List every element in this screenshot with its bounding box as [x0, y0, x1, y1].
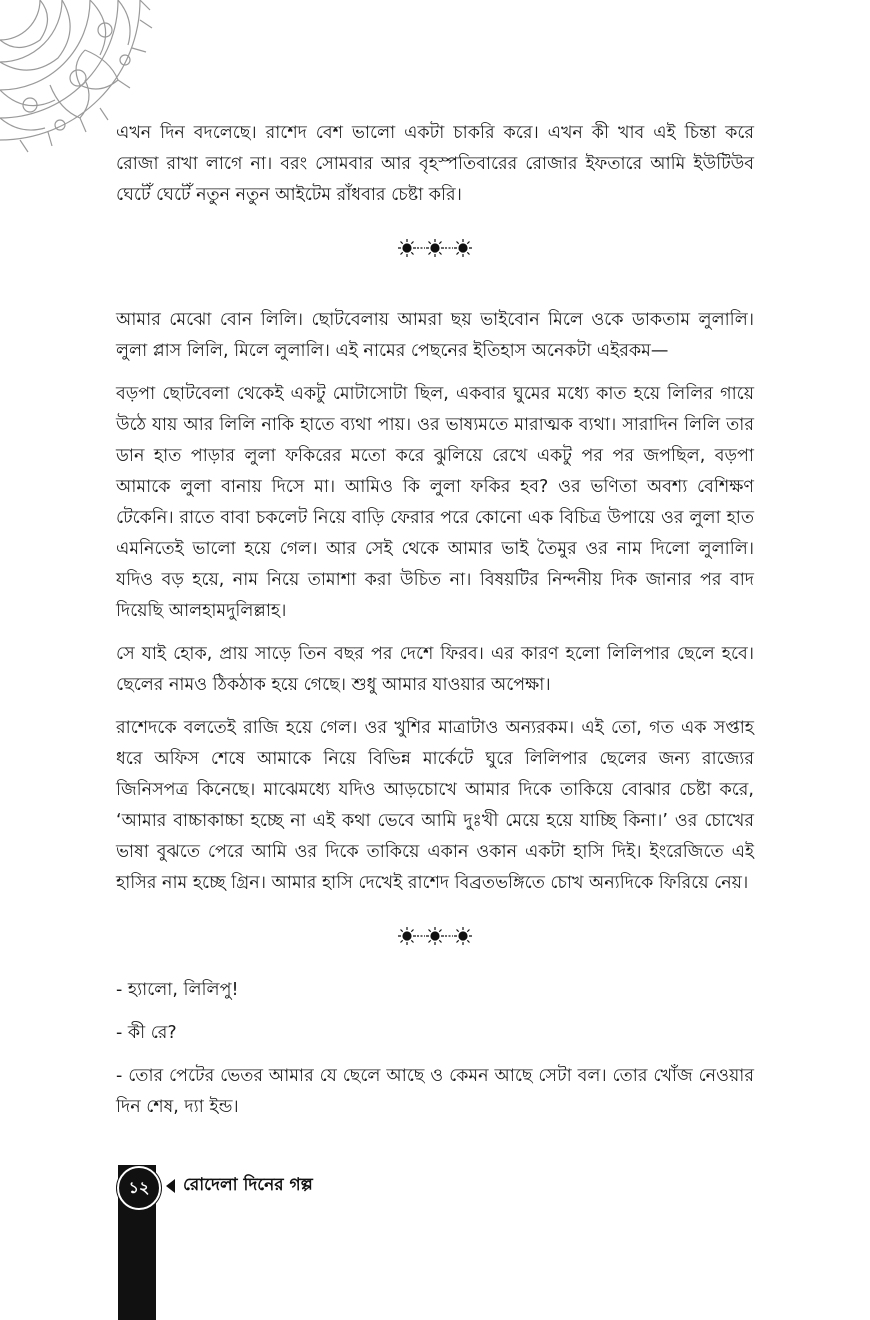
dialogue-line: - হ্যালো, লিলিপু! [116, 980, 239, 1000]
running-footer [166, 1172, 313, 1200]
paragraph: বড়পা ছোটবেলা থেকেই একটু মোটাসোটা ছিল, একবার ঘুমের মধ্যে কাত হয়ে লিলির গায়ে উঠে যায় আর লিলি নাকি হাতে ব্যথা পায়। ওর ভাষ্যমতে মারাত্মক ব্যথা। সারাদিন লিলি তার ডান হাত পাড়ার লুলা ফকিরের মতো করে ঝুলিয়ে রেখে একটু পর পর জপছিল, বড়পা আমাকে লুলা বানায় দিসে মা। আমিও কি লুলা ফকির হব? ওর ভণিতা অবশ্য বেশিক্ষণ টেকেনি। রাতে বাবা চকলেট নিয়ে বাড়ি ফেরার পরে কোনো এক বিচিত্র উপায়ে ওর লুলা হাত এমনিতেই ভালো হয়ে গেল। আর সেই থেকে আমার ভাই তৈমুর ওর নাম দিলো লুলালি। যদিও বড় হয়ে, নাম নিয়ে তামাশা করা উচিত না। বিষয়টির নিন্দনীয় দিক জানার পর বাদ দিয়েছি আলহামদুলিল্লাহ। [116, 384, 754, 621]
sun-flourish-icon [395, 925, 475, 947]
paragraph: আমার মেঝো বোন লিলি। ছোটবেলায় আমরা ছয় ভাইবোন মিলে ওকে ডাকতাম লুলালি। লুলা প্লাস লিলি, মিলে লুলালি। এই নামের পেছনের ইতিহাস অনেকটা এইরকম— [116, 310, 754, 361]
dialogue-line: - তোর পেটের ভেতর আমার যে ছেলে আছে ও কেমন আছে সেটা বল। তোর খোঁজ নেওয়ার দিন শেষ, দ্যা ইন্ড। [116, 1066, 754, 1117]
book-title: রোদেলা দিনের গল্প [183, 1175, 313, 1195]
paragraph: এখন দিন বদলেছে। রাশেদ বেশ ভালো একটা চাকরি করে। এখন কী খাব এই চিন্তা করে রোজা রাখা লাগে না। বরং সোমবার আর বৃহস্পতিবারের রোজার ইফতারে আমি ইউটিউব ঘেটেঁ ঘেটেঁ নতুন নতুন আইটেম রাঁধবার চেষ্টা করি। [116, 123, 754, 205]
dialogue-line: - কী রে? [116, 1023, 177, 1043]
paragraph: রাশেদকে বলতেই রাজি হয়ে গেল। ওর খুশির মাত্রাটাও অন্যরকম। এই তো, গত এক সপ্তাহ ধরে অফিস শেষে আমাকে নিয়ে বিভিন্ন মার্কেটে ঘুরে লিলিপার ছেলের জন্য রাজ্যের জিনিসপত্র কিনেছে। মাঝেমধ্যে যদিও আড়চোখে আমার দিকে তাকিয়ে বোঝার চেষ্টা করে, ‘আমার বাচ্চাকাচ্চা হচ্ছে না এই কথা ভেবে আমি দুঃখী মেয়ে হয়ে যাচ্ছি কিনা।’ ওর চোখের ভাষা বুঝতে পেরে আমি ওর দিকে তাকিয়ে একান ওকান একটা হাসি দিই। ইংরেজিতে এই হাসির নাম হচ্ছে গ্রিন। আমার হাসি দেখেই রাশেদ বিব্রতভঙ্গিতে চোখ অন্যদিকে ফিরিয়ে নেয়। [116, 718, 754, 893]
left-arrow-icon [166, 1179, 175, 1193]
paragraph: সে যাই হোক, প্রায় সাড়ে তিন বছর পর দেশে ফিরব। এর কারণ হলো লিলিপার ছেলে হবে। ছেলের নামও ঠিকঠাক হয়ে গেছে। শুধু আমার যাওয়ার অপেক্ষা। [116, 644, 754, 695]
page-number: ১২ [117, 1166, 161, 1210]
section-divider [116, 911, 754, 961]
section-divider [116, 223, 754, 273]
sun-flourish-icon [395, 237, 475, 259]
page-body [116, 118, 754, 1135]
